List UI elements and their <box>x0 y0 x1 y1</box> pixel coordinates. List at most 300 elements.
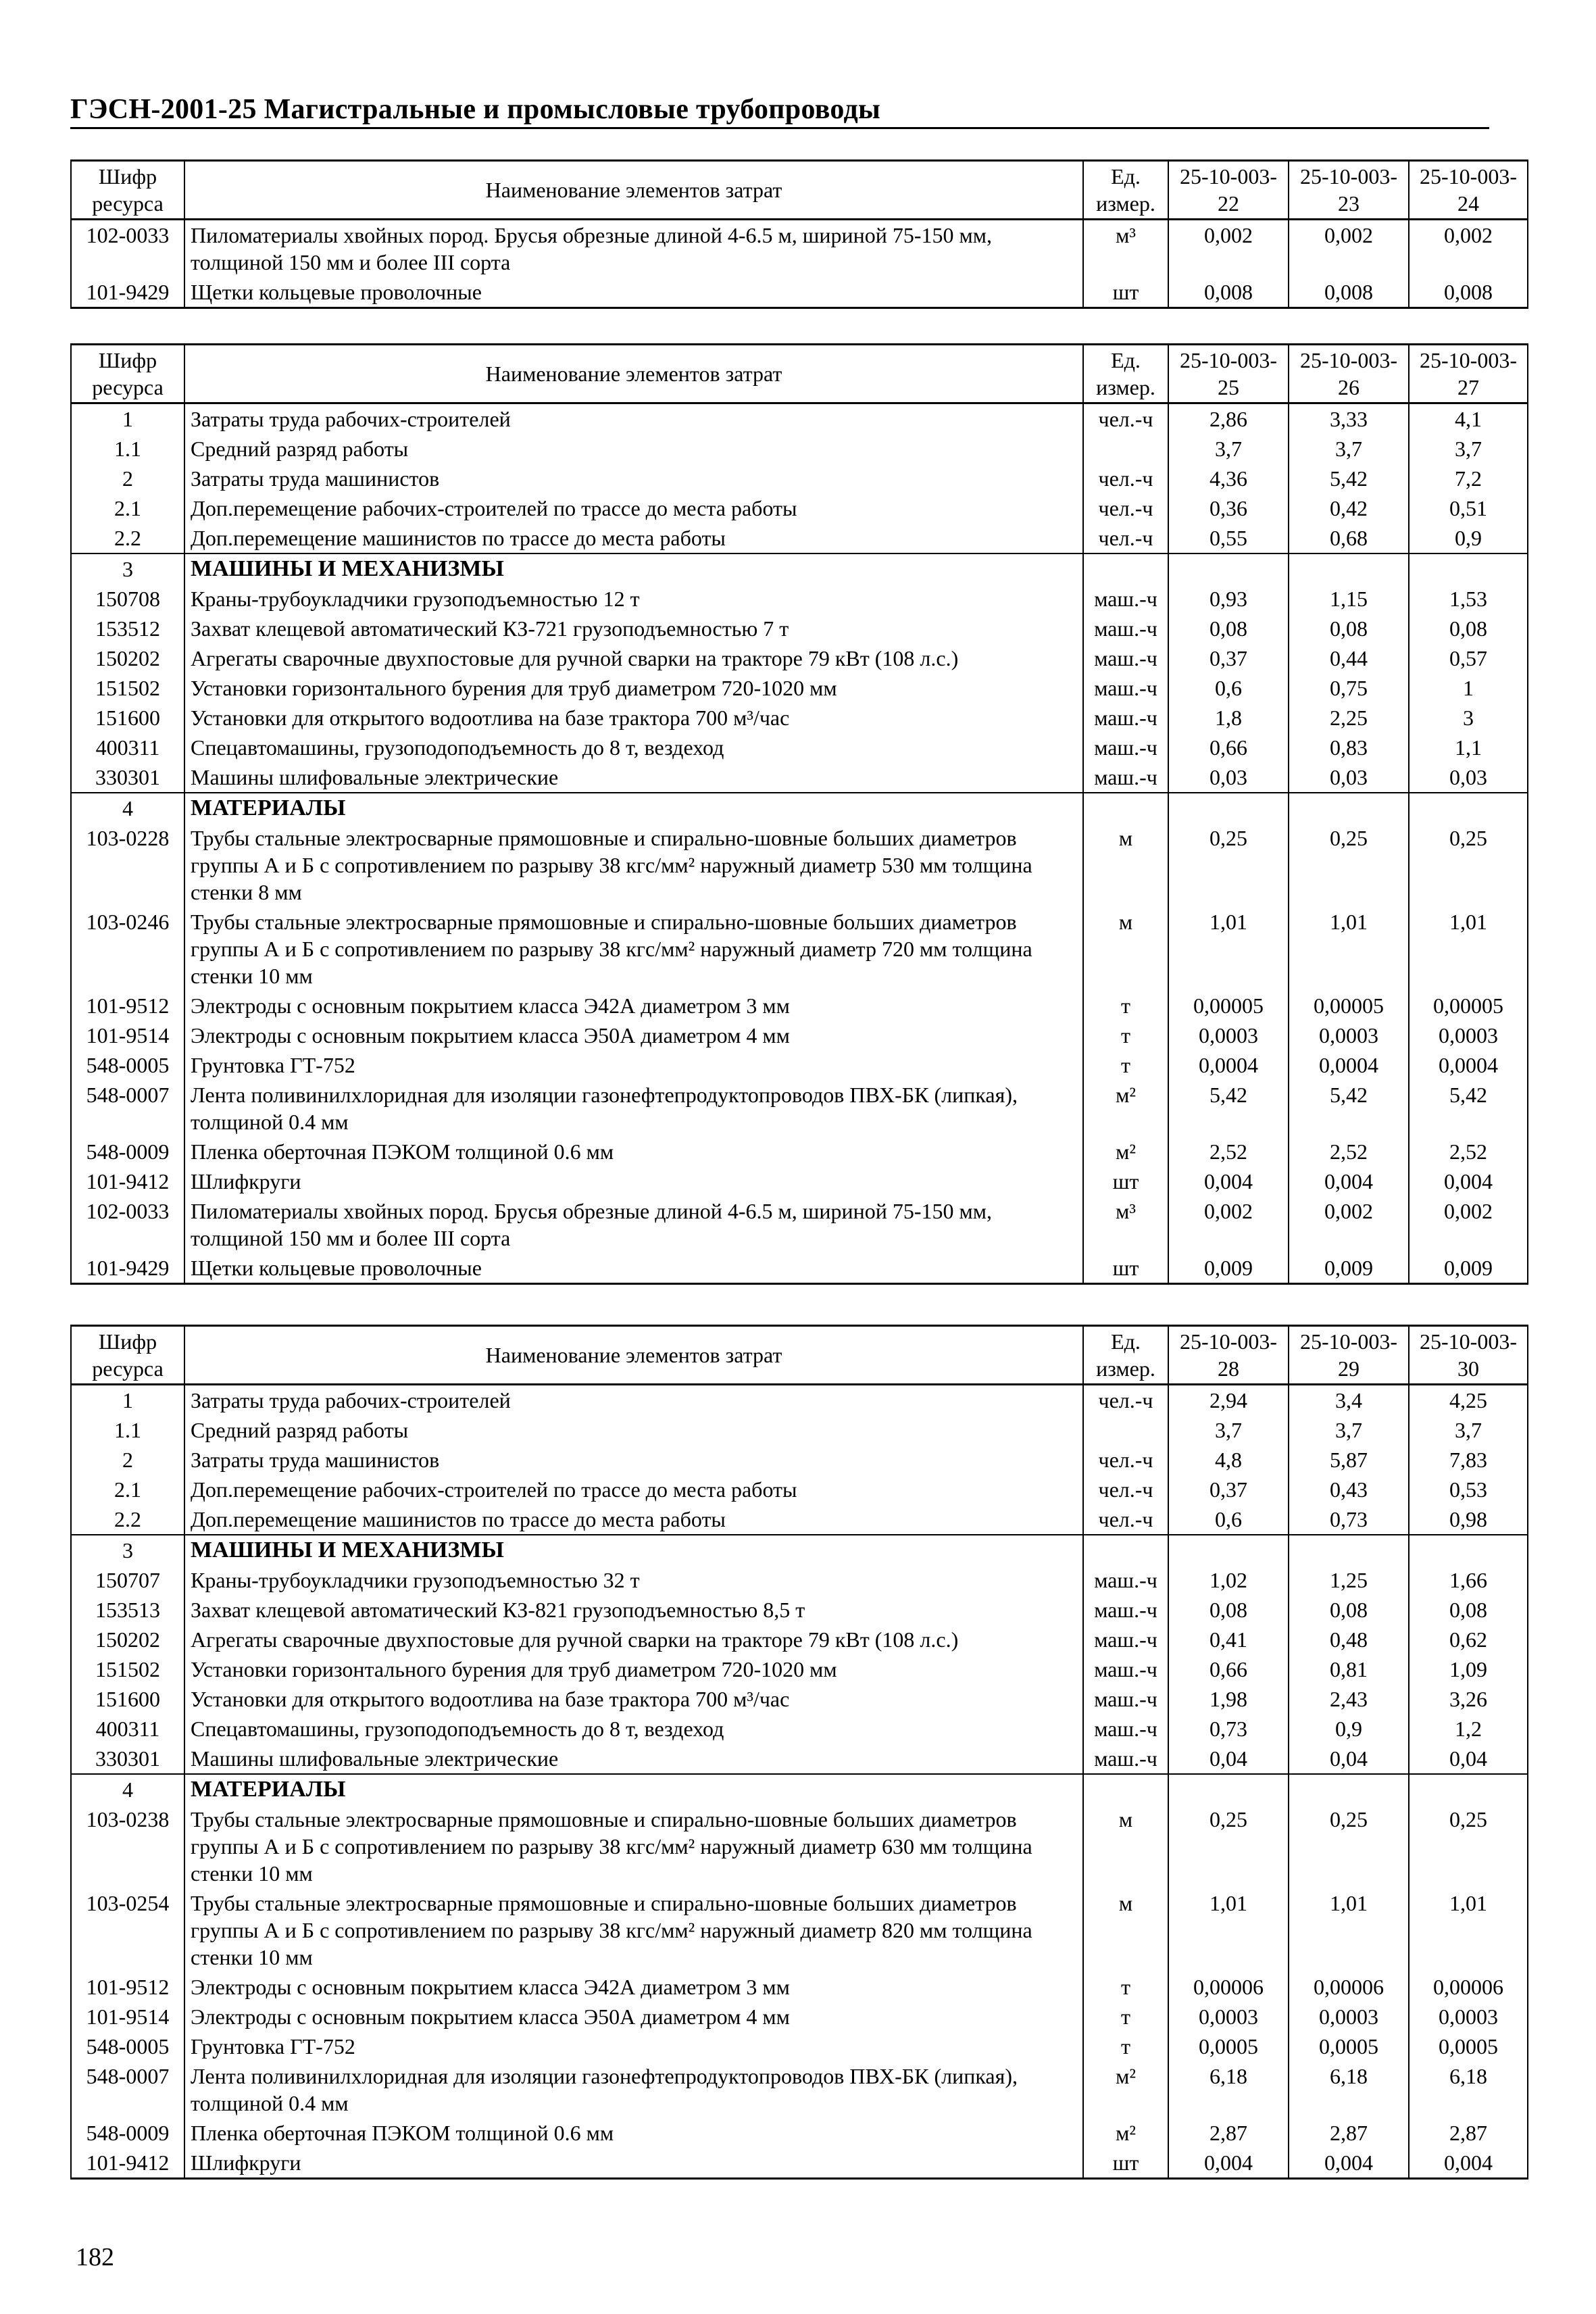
row-code: 400311 <box>71 733 184 762</box>
row-value: 0,66 <box>1168 1654 1289 1684</box>
table-row <box>71 1504 1528 1535</box>
row-name: Краны-трубоукладчики грузоподъемностью 32 т <box>184 1565 1083 1595</box>
row-value <box>1168 1774 1289 1804</box>
table-row <box>71 277 1528 308</box>
row-value: 5,42 <box>1409 1080 1528 1137</box>
row-code: 1 <box>71 403 184 435</box>
row-code: 101-9512 <box>71 1972 184 2002</box>
row-value: 0,004 <box>1289 2148 1409 2179</box>
row-name: Электроды с основным покрытием класса Э42А диаметром 3 мм <box>184 991 1083 1020</box>
row-value: 0,08 <box>1289 1595 1409 1625</box>
row-code: 1 <box>71 1385 184 1416</box>
row-name: Трубы стальные электросварные прямошовные и спирально-шовные больших диаметров группы А и Б с сопротивлением по разрыву 38 кгс/мм² наружный диаметр 720 мм толщина стенки 10 мм <box>184 907 1083 991</box>
row-code: 153513 <box>71 1595 184 1625</box>
row-value: 6,18 <box>1289 2061 1409 2118</box>
row-value: 0,00006 <box>1289 1972 1409 2002</box>
row-unit: маш.-ч <box>1083 1654 1168 1684</box>
row-value: 2,86 <box>1168 403 1289 435</box>
row-code: 101-9514 <box>71 2002 184 2032</box>
row-value: 0,57 <box>1409 643 1528 673</box>
row-unit: чел.-ч <box>1083 1385 1168 1416</box>
row-value: 0,25 <box>1409 1804 1528 1888</box>
table-row <box>71 991 1528 1020</box>
page-title: ГЭСН-2001-25 Магистральные и промысловые трубопроводы <box>70 94 881 125</box>
row-value: 4,25 <box>1409 1385 1528 1416</box>
row-value: 0,002 <box>1168 220 1289 278</box>
row-unit: шт <box>1083 2148 1168 2179</box>
row-value: 0,66 <box>1168 733 1289 762</box>
header-norm-25-10-003-29: 25-10-003-29 <box>1289 1326 1409 1385</box>
row-value: 0,51 <box>1409 493 1528 523</box>
row-value: 0,83 <box>1289 733 1409 762</box>
row-value: 1,01 <box>1409 1888 1528 1972</box>
row-code: 103-0238 <box>71 1804 184 1888</box>
row-unit: т <box>1083 991 1168 1020</box>
row-name: Трубы стальные электросварные прямошовные и спирально-шовные больших диаметров группы А и Б с сопротивлением по разрыву 38 кгс/мм² наружный диаметр 630 мм толщина стенки 10 мм <box>184 1804 1083 1888</box>
table-header-row <box>71 161 1528 220</box>
row-code: 2.1 <box>71 493 184 523</box>
row-value <box>1409 553 1528 584</box>
row-value <box>1409 1535 1528 1565</box>
row-code: 2.1 <box>71 1475 184 1504</box>
row-value: 0,53 <box>1409 1475 1528 1504</box>
row-name: Лента поливинилхлоридная для изоляции газонефтепродуктопроводов ПВХ-БК (липкая), толщиной 0.4 мм <box>184 2061 1083 2118</box>
row-value: 0,04 <box>1168 1744 1289 1774</box>
row-value: 1,01 <box>1289 1888 1409 1972</box>
row-value: 0,004 <box>1409 2148 1528 2179</box>
row-value: 3,7 <box>1168 434 1289 464</box>
row-unit: м <box>1083 823 1168 907</box>
row-name: Агрегаты сварочные двухпостовые для ручной сварки на тракторе 79 кВт (108 л.с.) <box>184 1625 1083 1654</box>
row-name: Лента поливинилхлоридная для изоляции газонефтепродуктопроводов ПВХ-БК (липкая), толщиной 0.4 мм <box>184 1080 1083 1137</box>
row-value: 6,18 <box>1409 2061 1528 2118</box>
row-unit: т <box>1083 1050 1168 1080</box>
row-unit: маш.-ч <box>1083 1625 1168 1654</box>
row-value: 0,04 <box>1289 1744 1409 1774</box>
row-value: 0,08 <box>1409 614 1528 643</box>
row-code: 150707 <box>71 1565 184 1595</box>
row-value: 2,52 <box>1168 1137 1289 1166</box>
table-row <box>71 1415 1528 1445</box>
row-name: Установки для открытого водоотлива на базе трактора 700 м³/час <box>184 703 1083 733</box>
row-code: 2 <box>71 464 184 493</box>
row-value: 0,04 <box>1409 1744 1528 1774</box>
table-row <box>71 1137 1528 1166</box>
row-value <box>1409 1774 1528 1804</box>
row-code: 548-0007 <box>71 2061 184 2118</box>
header-norm-25-10-003-22: 25-10-003-22 <box>1168 161 1289 220</box>
section-title: МАТЕРИАЛЫ <box>184 793 1083 823</box>
row-value: 0,004 <box>1409 1166 1528 1196</box>
row-name: Шлифкруги <box>184 1166 1083 1196</box>
row-value: 0,00006 <box>1409 1972 1528 2002</box>
row-unit: маш.-ч <box>1083 762 1168 793</box>
row-value <box>1289 793 1409 823</box>
row-code: 150708 <box>71 584 184 614</box>
row-unit: чел.-ч <box>1083 1445 1168 1475</box>
row-value: 0,0003 <box>1289 1020 1409 1050</box>
row-value: 0,008 <box>1409 277 1528 308</box>
row-value: 1,2 <box>1409 1714 1528 1744</box>
row-code: 2.2 <box>71 1504 184 1535</box>
row-value <box>1168 793 1289 823</box>
row-value: 2,25 <box>1289 703 1409 733</box>
row-value: 0,0004 <box>1289 1050 1409 1080</box>
header-unit: Ед. измер. <box>1083 1326 1168 1385</box>
header-name: Наименование элементов затрат <box>184 161 1083 220</box>
table-row <box>71 1080 1528 1137</box>
row-value: 0,002 <box>1168 1196 1289 1253</box>
table-row <box>71 1020 1528 1050</box>
table-row <box>71 464 1528 493</box>
row-code: 102-0033 <box>71 1196 184 1253</box>
row-unit <box>1083 553 1168 584</box>
row-value: 1,01 <box>1289 907 1409 991</box>
row-unit: чел.-ч <box>1083 1475 1168 1504</box>
row-name: Пленка оберточная ПЭКОМ толщиной 0.6 мм <box>184 2118 1083 2148</box>
row-name: Пиломатериалы хвойных пород. Брусья обрезные длиной 4-6.5 м, шириной 75-150 мм, толщиной 150 мм и более III сорта <box>184 220 1083 278</box>
row-name: Краны-трубоукладчики грузоподъемностью 12 т <box>184 584 1083 614</box>
resource-table-3 <box>70 1325 1528 2180</box>
header-norm-25-10-003-30: 25-10-003-30 <box>1409 1326 1528 1385</box>
row-code: 548-0007 <box>71 1080 184 1137</box>
row-code: 548-0009 <box>71 2118 184 2148</box>
row-value: 0,44 <box>1289 643 1409 673</box>
page-number: 182 <box>76 2243 114 2271</box>
row-code: 2.2 <box>71 523 184 553</box>
table-row <box>71 1888 1528 1972</box>
row-value: 0,008 <box>1289 277 1409 308</box>
row-unit: маш.-ч <box>1083 1744 1168 1774</box>
row-code: 548-0005 <box>71 2032 184 2061</box>
section-title: МАТЕРИАЛЫ <box>184 1774 1083 1804</box>
row-value <box>1168 1535 1289 1565</box>
table-row <box>71 614 1528 643</box>
row-value: 0,75 <box>1289 673 1409 703</box>
row-name: Пиломатериалы хвойных пород. Брусья обрезные длиной 4-6.5 м, шириной 75-150 мм, толщиной 150 мм и более III сорта <box>184 1196 1083 1253</box>
table-row <box>71 1475 1528 1504</box>
row-unit: м² <box>1083 2061 1168 2118</box>
row-value: 1,98 <box>1168 1684 1289 1714</box>
row-value: 0,0003 <box>1409 1020 1528 1050</box>
header-code: Шифр ресурса <box>71 161 184 220</box>
row-unit: шт <box>1083 1253 1168 1284</box>
row-unit: шт <box>1083 277 1168 308</box>
row-code: 548-0009 <box>71 1137 184 1166</box>
table-row <box>71 584 1528 614</box>
row-unit: маш.-ч <box>1083 643 1168 673</box>
table-row <box>71 1565 1528 1595</box>
row-value <box>1289 1535 1409 1565</box>
section-title: МАШИНЫ И МЕХАНИЗМЫ <box>184 553 1083 584</box>
row-value: 0,03 <box>1168 762 1289 793</box>
row-unit: м <box>1083 1888 1168 1972</box>
section-row <box>71 553 1528 584</box>
row-name: Захват клещевой автоматический КЗ-821 грузоподъемностью 8,5 т <box>184 1595 1083 1625</box>
row-value: 0,002 <box>1409 220 1528 278</box>
row-value: 0,0005 <box>1409 2032 1528 2061</box>
row-value: 0,25 <box>1168 1804 1289 1888</box>
row-value: 0,68 <box>1289 523 1409 553</box>
row-code: 150202 <box>71 1625 184 1654</box>
row-value: 3,7 <box>1289 434 1409 464</box>
table-row <box>71 1714 1528 1744</box>
header-unit: Ед. измер. <box>1083 161 1168 220</box>
row-name: Электроды с основным покрытием класса Э50А диаметром 4 мм <box>184 1020 1083 1050</box>
row-code: 103-0254 <box>71 1888 184 1972</box>
row-code: 4 <box>71 793 184 823</box>
table-row <box>71 643 1528 673</box>
row-value: 0,0004 <box>1168 1050 1289 1080</box>
table-row <box>71 2032 1528 2061</box>
row-value: 0,0003 <box>1289 2002 1409 2032</box>
row-value: 0,6 <box>1168 673 1289 703</box>
row-code: 151600 <box>71 1684 184 1714</box>
row-value <box>1168 553 1289 584</box>
row-value: 0,25 <box>1168 823 1289 907</box>
row-value: 2,87 <box>1409 2118 1528 2148</box>
header-code: Шифр ресурса <box>71 345 184 403</box>
row-value: 1,15 <box>1289 584 1409 614</box>
row-unit: т <box>1083 1020 1168 1050</box>
row-unit: маш.-ч <box>1083 733 1168 762</box>
row-code: 3 <box>71 1535 184 1565</box>
row-value: 0,0003 <box>1409 2002 1528 2032</box>
row-value: 0,004 <box>1168 1166 1289 1196</box>
row-value: 7,2 <box>1409 464 1528 493</box>
row-code: 103-0246 <box>71 907 184 991</box>
table-row <box>71 823 1528 907</box>
row-value: 0,73 <box>1168 1714 1289 1744</box>
row-unit: т <box>1083 2002 1168 2032</box>
row-value: 3 <box>1409 703 1528 733</box>
row-name: Средний разряд работы <box>184 434 1083 464</box>
row-value: 0,9 <box>1289 1714 1409 1744</box>
row-value: 2,43 <box>1289 1684 1409 1714</box>
header-code: Шифр ресурса <box>71 1326 184 1385</box>
row-value: 0,009 <box>1409 1253 1528 1284</box>
row-name: Грунтовка ГТ-752 <box>184 2032 1083 2061</box>
header-norm-25-10-003-24: 25-10-003-24 <box>1409 161 1528 220</box>
table-row <box>71 673 1528 703</box>
row-name: Установки горизонтального бурения для труб диаметром 720-1020 мм <box>184 1654 1083 1684</box>
header-norm-25-10-003-26: 25-10-003-26 <box>1289 345 1409 403</box>
table-row <box>71 2118 1528 2148</box>
row-value: 0,00005 <box>1168 991 1289 1020</box>
row-value: 2,52 <box>1409 1137 1528 1166</box>
row-code: 1.1 <box>71 434 184 464</box>
table-row <box>71 1744 1528 1774</box>
row-code: 102-0033 <box>71 220 184 278</box>
header-name: Наименование элементов затрат <box>184 1326 1083 1385</box>
row-value: 0,36 <box>1168 493 1289 523</box>
resource-table-2 <box>70 343 1528 1285</box>
row-unit: м³ <box>1083 1196 1168 1253</box>
row-code: 400311 <box>71 1714 184 1744</box>
row-value: 3,7 <box>1409 1415 1528 1445</box>
row-value: 4,36 <box>1168 464 1289 493</box>
row-value: 2,87 <box>1289 2118 1409 2148</box>
row-unit: м² <box>1083 1080 1168 1137</box>
row-value: 0,25 <box>1289 823 1409 907</box>
row-code: 151502 <box>71 1654 184 1684</box>
row-value: 5,42 <box>1289 464 1409 493</box>
row-name: Пленка оберточная ПЭКОМ толщиной 0.6 мм <box>184 1137 1083 1166</box>
row-name: Машины шлифовальные электрические <box>184 1744 1083 1774</box>
row-value: 0,9 <box>1409 523 1528 553</box>
row-name: Шлифкруги <box>184 2148 1083 2179</box>
row-name: Агрегаты сварочные двухпостовые для ручной сварки на тракторе 79 кВт (108 л.с.) <box>184 643 1083 673</box>
row-unit: маш.-ч <box>1083 673 1168 703</box>
row-value: 3,7 <box>1289 1415 1409 1445</box>
row-value: 1 <box>1409 673 1528 703</box>
row-code: 3 <box>71 553 184 584</box>
row-name: Спецавтомашины, грузоподоподъемность до 8 т, вездеход <box>184 733 1083 762</box>
section-row <box>71 1774 1528 1804</box>
table-row <box>71 1684 1528 1714</box>
row-value: 0,55 <box>1168 523 1289 553</box>
row-name: Доп.перемещение рабочих-строителей по трассе до места работы <box>184 493 1083 523</box>
row-value: 1,02 <box>1168 1565 1289 1595</box>
section-title: МАШИНЫ И МЕХАНИЗМЫ <box>184 1535 1083 1565</box>
row-code: 101-9514 <box>71 1020 184 1050</box>
row-value: 0,002 <box>1289 220 1409 278</box>
row-value: 5,42 <box>1289 1080 1409 1137</box>
row-name: Доп.перемещение машинистов по трассе до места работы <box>184 1504 1083 1535</box>
row-name: Доп.перемещение рабочих-строителей по трассе до места работы <box>184 1475 1083 1504</box>
row-value: 1,01 <box>1409 907 1528 991</box>
row-unit: м <box>1083 1804 1168 1888</box>
row-unit: маш.-ч <box>1083 614 1168 643</box>
row-name: Электроды с основным покрытием класса Э42А диаметром 3 мм <box>184 1972 1083 2002</box>
row-value: 0,008 <box>1168 277 1289 308</box>
row-value: 0,37 <box>1168 1475 1289 1504</box>
row-unit: маш.-ч <box>1083 1714 1168 1744</box>
row-value: 0,0004 <box>1409 1050 1528 1080</box>
row-unit: маш.-ч <box>1083 703 1168 733</box>
row-value: 0,93 <box>1168 584 1289 614</box>
row-unit: чел.-ч <box>1083 403 1168 435</box>
row-code: 330301 <box>71 762 184 793</box>
table-row <box>71 1595 1528 1625</box>
row-value: 3,26 <box>1409 1684 1528 1714</box>
table-row <box>71 762 1528 793</box>
row-name: Доп.перемещение машинистов по трассе до места работы <box>184 523 1083 553</box>
row-value: 0,08 <box>1168 614 1289 643</box>
header-norm-25-10-003-28: 25-10-003-28 <box>1168 1326 1289 1385</box>
row-value: 3,7 <box>1168 1415 1289 1445</box>
row-code: 330301 <box>71 1744 184 1774</box>
row-unit: шт <box>1083 1166 1168 1196</box>
table-row <box>71 1972 1528 2002</box>
row-code: 548-0005 <box>71 1050 184 1080</box>
row-value: 0,00005 <box>1289 991 1409 1020</box>
row-name: Затраты труда машинистов <box>184 1445 1083 1475</box>
row-value <box>1289 1774 1409 1804</box>
row-value: 0,03 <box>1409 762 1528 793</box>
table-row <box>71 434 1528 464</box>
row-unit <box>1083 434 1168 464</box>
row-value: 5,42 <box>1168 1080 1289 1137</box>
row-value: 4,8 <box>1168 1445 1289 1475</box>
table-row <box>71 1445 1528 1475</box>
row-code: 150202 <box>71 643 184 673</box>
row-name: Средний разряд работы <box>184 1415 1083 1445</box>
row-name: Захват клещевой автоматический КЗ-721 грузоподъемностью 7 т <box>184 614 1083 643</box>
row-unit: м² <box>1083 1137 1168 1166</box>
row-value: 3,7 <box>1409 434 1528 464</box>
row-unit <box>1083 793 1168 823</box>
table-row <box>71 703 1528 733</box>
row-value: 2,52 <box>1289 1137 1409 1166</box>
row-value: 0,62 <box>1409 1625 1528 1654</box>
title-rule <box>70 127 1489 129</box>
row-code: 103-0228 <box>71 823 184 907</box>
row-value: 0,009 <box>1289 1253 1409 1284</box>
row-value: 1,1 <box>1409 733 1528 762</box>
row-value: 4,1 <box>1409 403 1528 435</box>
row-value: 0,43 <box>1289 1475 1409 1504</box>
table-row <box>71 1050 1528 1080</box>
row-name: Щетки кольцевые проволочные <box>184 1253 1083 1284</box>
row-unit <box>1083 1774 1168 1804</box>
row-name: Затраты труда рабочих-строителей <box>184 403 1083 435</box>
row-name: Машины шлифовальные электрические <box>184 762 1083 793</box>
row-name: Установки для открытого водоотлива на базе трактора 700 м³/час <box>184 1684 1083 1714</box>
table-row <box>71 1253 1528 1284</box>
row-unit: маш.-ч <box>1083 1595 1168 1625</box>
row-value: 1,66 <box>1409 1565 1528 1595</box>
row-name: Спецавтомашины, грузоподоподъемность до 8 т, вездеход <box>184 1714 1083 1744</box>
row-value: 1,25 <box>1289 1565 1409 1595</box>
row-value: 0,08 <box>1289 614 1409 643</box>
row-value: 7,83 <box>1409 1445 1528 1475</box>
row-value: 3,4 <box>1289 1385 1409 1416</box>
row-value <box>1409 793 1528 823</box>
section-row <box>71 1535 1528 1565</box>
row-unit: чел.-ч <box>1083 1504 1168 1535</box>
header-norm-25-10-003-23: 25-10-003-23 <box>1289 161 1409 220</box>
table-row <box>71 1804 1528 1888</box>
row-name: Установки горизонтального бурения для труб диаметром 720-1020 мм <box>184 673 1083 703</box>
row-unit: м <box>1083 907 1168 991</box>
row-value: 6,18 <box>1168 2061 1289 2118</box>
header-name: Наименование элементов затрат <box>184 345 1083 403</box>
table-row <box>71 2061 1528 2118</box>
row-value: 0,48 <box>1289 1625 1409 1654</box>
row-code: 101-9512 <box>71 991 184 1020</box>
row-unit: т <box>1083 1972 1168 2002</box>
row-unit: маш.-ч <box>1083 1684 1168 1714</box>
section-row <box>71 793 1528 823</box>
table-header-row <box>71 345 1528 403</box>
row-name: Трубы стальные электросварные прямошовные и спирально-шовные больших диаметров группы А и Б с сопротивлением по разрыву 38 кгс/мм² наружный диаметр 530 мм толщина стенки 8 мм <box>184 823 1083 907</box>
row-name: Затраты труда рабочих-строителей <box>184 1385 1083 1416</box>
row-unit: м³ <box>1083 220 1168 278</box>
row-value: 0,002 <box>1289 1196 1409 1253</box>
table-row <box>71 1385 1528 1416</box>
row-value: 1,8 <box>1168 703 1289 733</box>
row-value: 0,0005 <box>1168 2032 1289 2061</box>
row-value: 0,002 <box>1409 1196 1528 1253</box>
row-value: 1,53 <box>1409 584 1528 614</box>
row-value: 3,33 <box>1289 403 1409 435</box>
row-unit: маш.-ч <box>1083 584 1168 614</box>
table-row <box>71 220 1528 278</box>
row-value: 0,81 <box>1289 1654 1409 1684</box>
row-value: 0,0003 <box>1168 1020 1289 1050</box>
row-value: 0,0003 <box>1168 2002 1289 2032</box>
